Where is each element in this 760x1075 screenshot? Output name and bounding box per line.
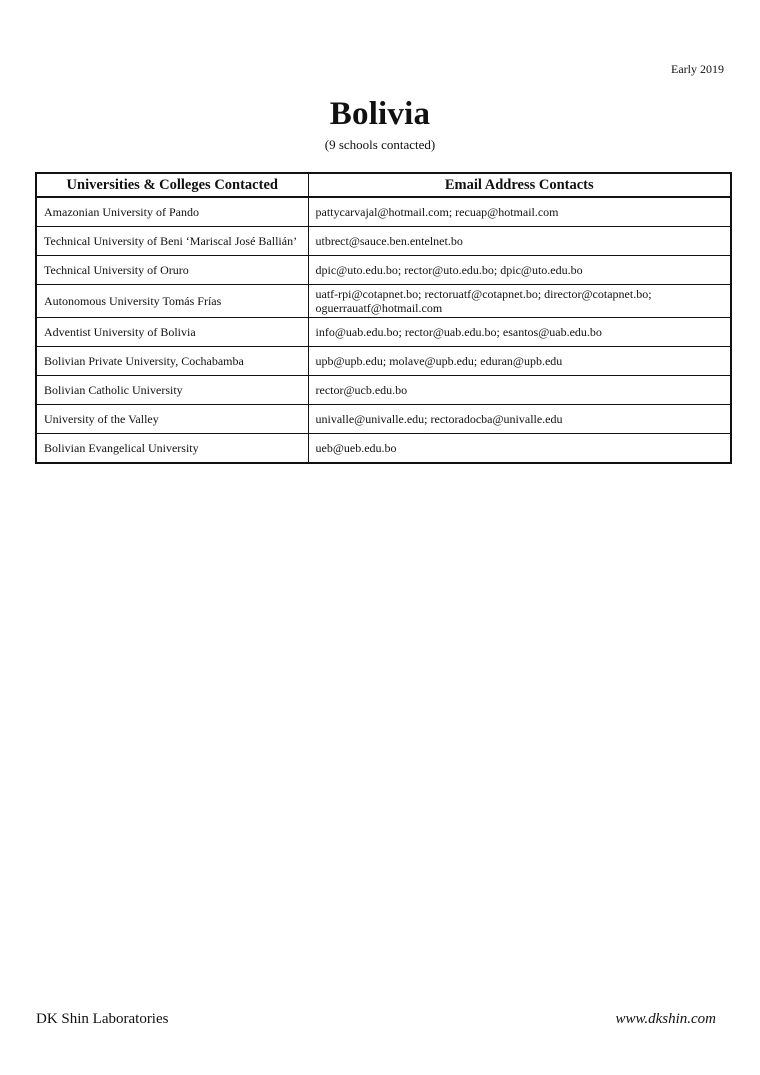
school-name-cell: Bolivian Private University, Cochabamba	[36, 347, 308, 376]
school-name-cell: Technical University of Oruro	[36, 256, 308, 285]
email-contacts-cell: utbrect@sauce.ben.entelnet.bo	[308, 227, 731, 256]
table-row	[36, 347, 731, 376]
table-header-row	[36, 173, 731, 197]
school-name-cell: Adventist University of Bolivia	[36, 318, 308, 347]
table-row	[36, 256, 731, 285]
contacts-table	[35, 172, 732, 464]
school-name-cell: University of the Valley	[36, 405, 308, 434]
footer-website: www.dkshin.com	[615, 1011, 716, 1027]
school-name-cell: Amazonian University of Pando	[36, 197, 308, 227]
table-row	[36, 285, 731, 318]
table-row	[36, 197, 731, 227]
table-row	[36, 227, 731, 256]
email-contacts-cell: upb@upb.edu; molave@upb.edu; eduran@upb.edu	[308, 347, 731, 376]
email-contacts-cell: ueb@ueb.edu.bo	[308, 434, 731, 464]
email-contacts-cell: univalle@univalle.edu; rectoradocba@univalle.edu	[308, 405, 731, 434]
school-name-cell: Bolivian Catholic University	[36, 376, 308, 405]
email-contacts-cell: info@uab.edu.bo; rector@uab.edu.bo; esantos@uab.edu.bo	[308, 318, 731, 347]
email-contacts-cell: dpic@uto.edu.bo; rector@uto.edu.bo; dpic@uto.edu.bo	[308, 256, 731, 285]
email-contacts-cell: uatf-rpi@cotapnet.bo; rectoruatf@cotapnet.bo; director@cotapnet.bo; oguerrauatf@hotmail.com	[308, 285, 731, 318]
table-row	[36, 376, 731, 405]
column-header-emails: Email Address Contacts	[308, 173, 731, 197]
page-subtitle: (9 schools contacted)	[324, 137, 436, 152]
email-contacts-cell: pattycarvajal@hotmail.com; recuap@hotmail.com	[308, 197, 731, 227]
table-row	[36, 405, 731, 434]
column-header-schools: Universities & Colleges Contacted	[36, 173, 308, 197]
email-contacts-cell: rector@ucb.edu.bo	[308, 376, 731, 405]
school-name-cell: Technical University of Beni ‘Mariscal José Ballián’	[36, 227, 308, 256]
school-name-cell: Autonomous University Tomás Frías	[36, 285, 308, 318]
document-date: Early 2019	[671, 62, 724, 76]
school-name-cell: Bolivian Evangelical University	[36, 434, 308, 464]
footer-organization: DK Shin Laboratories	[36, 1011, 169, 1027]
page-title: Bolivia	[329, 96, 431, 132]
table-row	[36, 434, 731, 464]
table-row	[36, 318, 731, 347]
